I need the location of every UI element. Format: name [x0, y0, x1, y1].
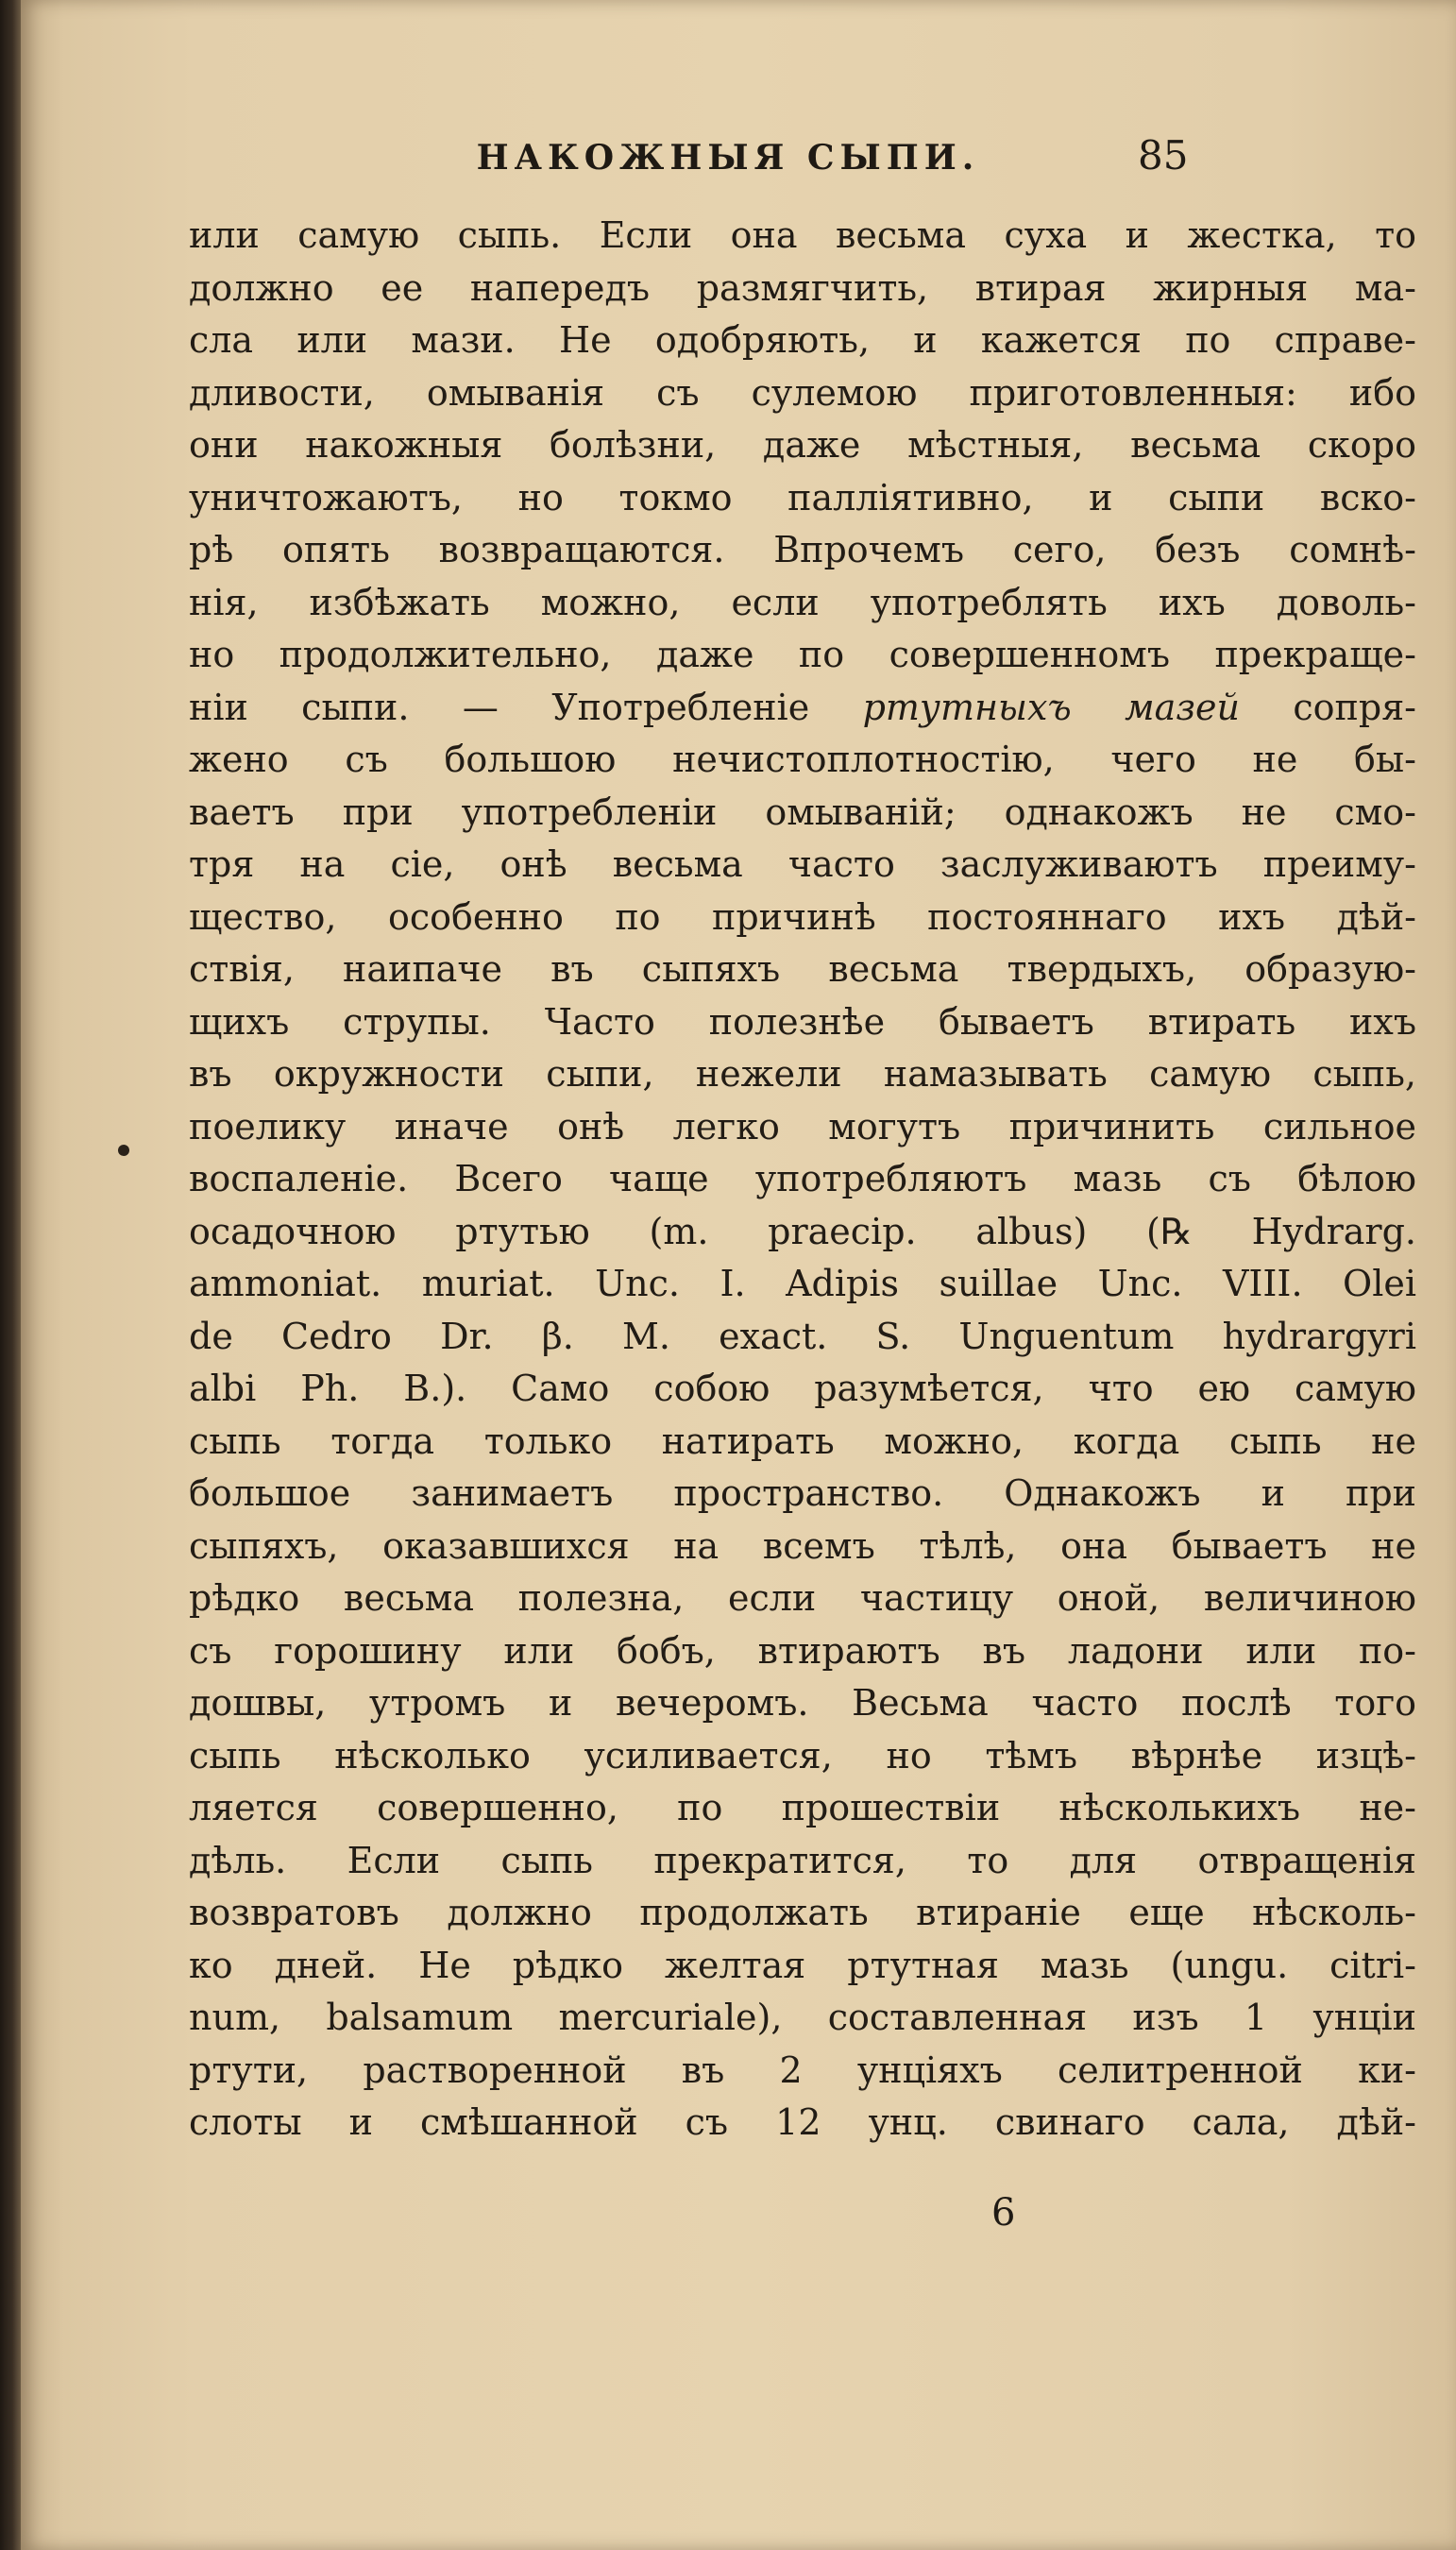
text-line: albi Ph. B.). Само собою разумѣется, что ею самую — [189, 1368, 1416, 1409]
text-line: нія, избѣжать можно, если употреблять ихъ доволь- — [189, 581, 1416, 623]
text-line: но продолжительно, даже по совершенномъ прекраще- — [189, 634, 1416, 675]
text-line: большое занимаетъ пространство. Однакожъ и при — [189, 1472, 1416, 1514]
running-title: НАКОЖНЫЯ СЫПИ. — [476, 138, 980, 178]
text-line: слоты и смѣшанной съ 12 унц. свинаго сала, дѣй- — [189, 2101, 1416, 2143]
text-line: съ горошину или бобъ, втираютъ въ ладони или по- — [189, 1629, 1416, 1672]
text-line: рѣ опять возвращаются. Впрочемъ сего, безъ сомнѣ- — [189, 529, 1416, 570]
text-line: сла или мази. Не одобряють, и кажется по справе- — [189, 319, 1416, 361]
text-line: сыпь нѣсколько усиливается, но тѣмъ вѣрнѣе изцѣ- — [189, 1734, 1416, 1776]
text-line: щихъ струпы. Часто полезнѣе бываетъ втирать ихъ — [189, 1000, 1416, 1043]
text-line: поелику иначе онѣ легко могутъ причинить сильное — [189, 1105, 1416, 1148]
text-line: ляется совершенно, по прошествіи нѣсколькихъ не- — [189, 1787, 1416, 1828]
text-line: дѣль. Если сыпь прекратится, то для отвращенія — [189, 1839, 1416, 1881]
italic-phrase: ртутныхъ мазей — [862, 686, 1240, 728]
page-number: 85 — [1138, 132, 1189, 178]
text-line: тря на сіе, онѣ весьма часто заслуживаютъ преиму- — [189, 843, 1416, 885]
text-segment: ніи сыпи. — Употребленіе — [189, 686, 810, 728]
text-line: осадочною ртутью (m. praecip. albus) (℞ Hydrarg. — [189, 1210, 1416, 1252]
margin-mark — [118, 1145, 129, 1156]
text-line: должно ее напередъ размягчить, втирая жирныя ма- — [189, 266, 1416, 309]
text-line: щество, особенно по причинѣ постояннаго ихъ дѣй- — [189, 895, 1416, 938]
book-gutter — [0, 0, 21, 2550]
text-line: ammoniat. muriat. Unc. I. Adipis suillae Unc. VIII. Olei — [189, 1263, 1416, 1304]
text-line: сыпь тогда только натирать можно, когда сыпь не — [189, 1420, 1416, 1462]
text-line: дошвы, утромъ и вечеромъ. Весьма часто послѣ того — [189, 1682, 1416, 1724]
text-line: или самую сыпь. Если она весьма суха и жестка, то — [189, 214, 1416, 256]
text-segment: сопря- — [1293, 686, 1416, 728]
text-line: воспаленіе. Всего чаще употребляютъ мазь съ бѣлою — [189, 1158, 1416, 1199]
text-line: ко дней. Не рѣдко желтая ртутная мазь (ungu. citri- — [189, 1944, 1416, 1986]
text-line: въ окружности сыпи, нежели намазывать самую сыпь, — [189, 1053, 1416, 1095]
text-line: num, balsamum mercuriale), составленная изъ 1 унціи — [189, 1997, 1416, 2038]
text-line: de Cedro Dr. β. M. exact. S. Unguentum hydrargyri — [189, 1315, 1416, 1357]
signature-mark: 6 — [991, 2191, 1016, 2235]
text-line: рѣдко весьма полезна, если частицу оной, величиною — [189, 1577, 1416, 1619]
text-line: возвратовъ должно продолжать втираніе еще нѣсколь- — [189, 1892, 1416, 1933]
text-line: сыпяхъ, оказавшихся на всемъ тѣлѣ, она бываетъ не — [189, 1524, 1416, 1567]
text-line: они накожныя болѣзни, даже мѣстныя, весьма скоро — [189, 424, 1416, 466]
text-line-with-italic — [189, 682, 1416, 735]
text-line: ваетъ при употребленіи омываній; однакожъ не смо- — [189, 790, 1416, 833]
text-line: ствія, наипаче въ сыпяхъ весьма твердыхъ, образую- — [189, 948, 1416, 990]
text-line: уничтожаютъ, но токмо палліятивно, и сыпи вско- — [189, 476, 1416, 518]
text-line: дливости, омыванія съ сулемою приготовленныя: ибо — [189, 371, 1416, 414]
body-text — [189, 210, 1454, 2150]
text-line: жено съ большою нечистоплотностію, чего не бы- — [189, 739, 1416, 780]
text-line: ртути, растворенной въ 2 унціяхъ селитренной ки- — [189, 2048, 1416, 2091]
